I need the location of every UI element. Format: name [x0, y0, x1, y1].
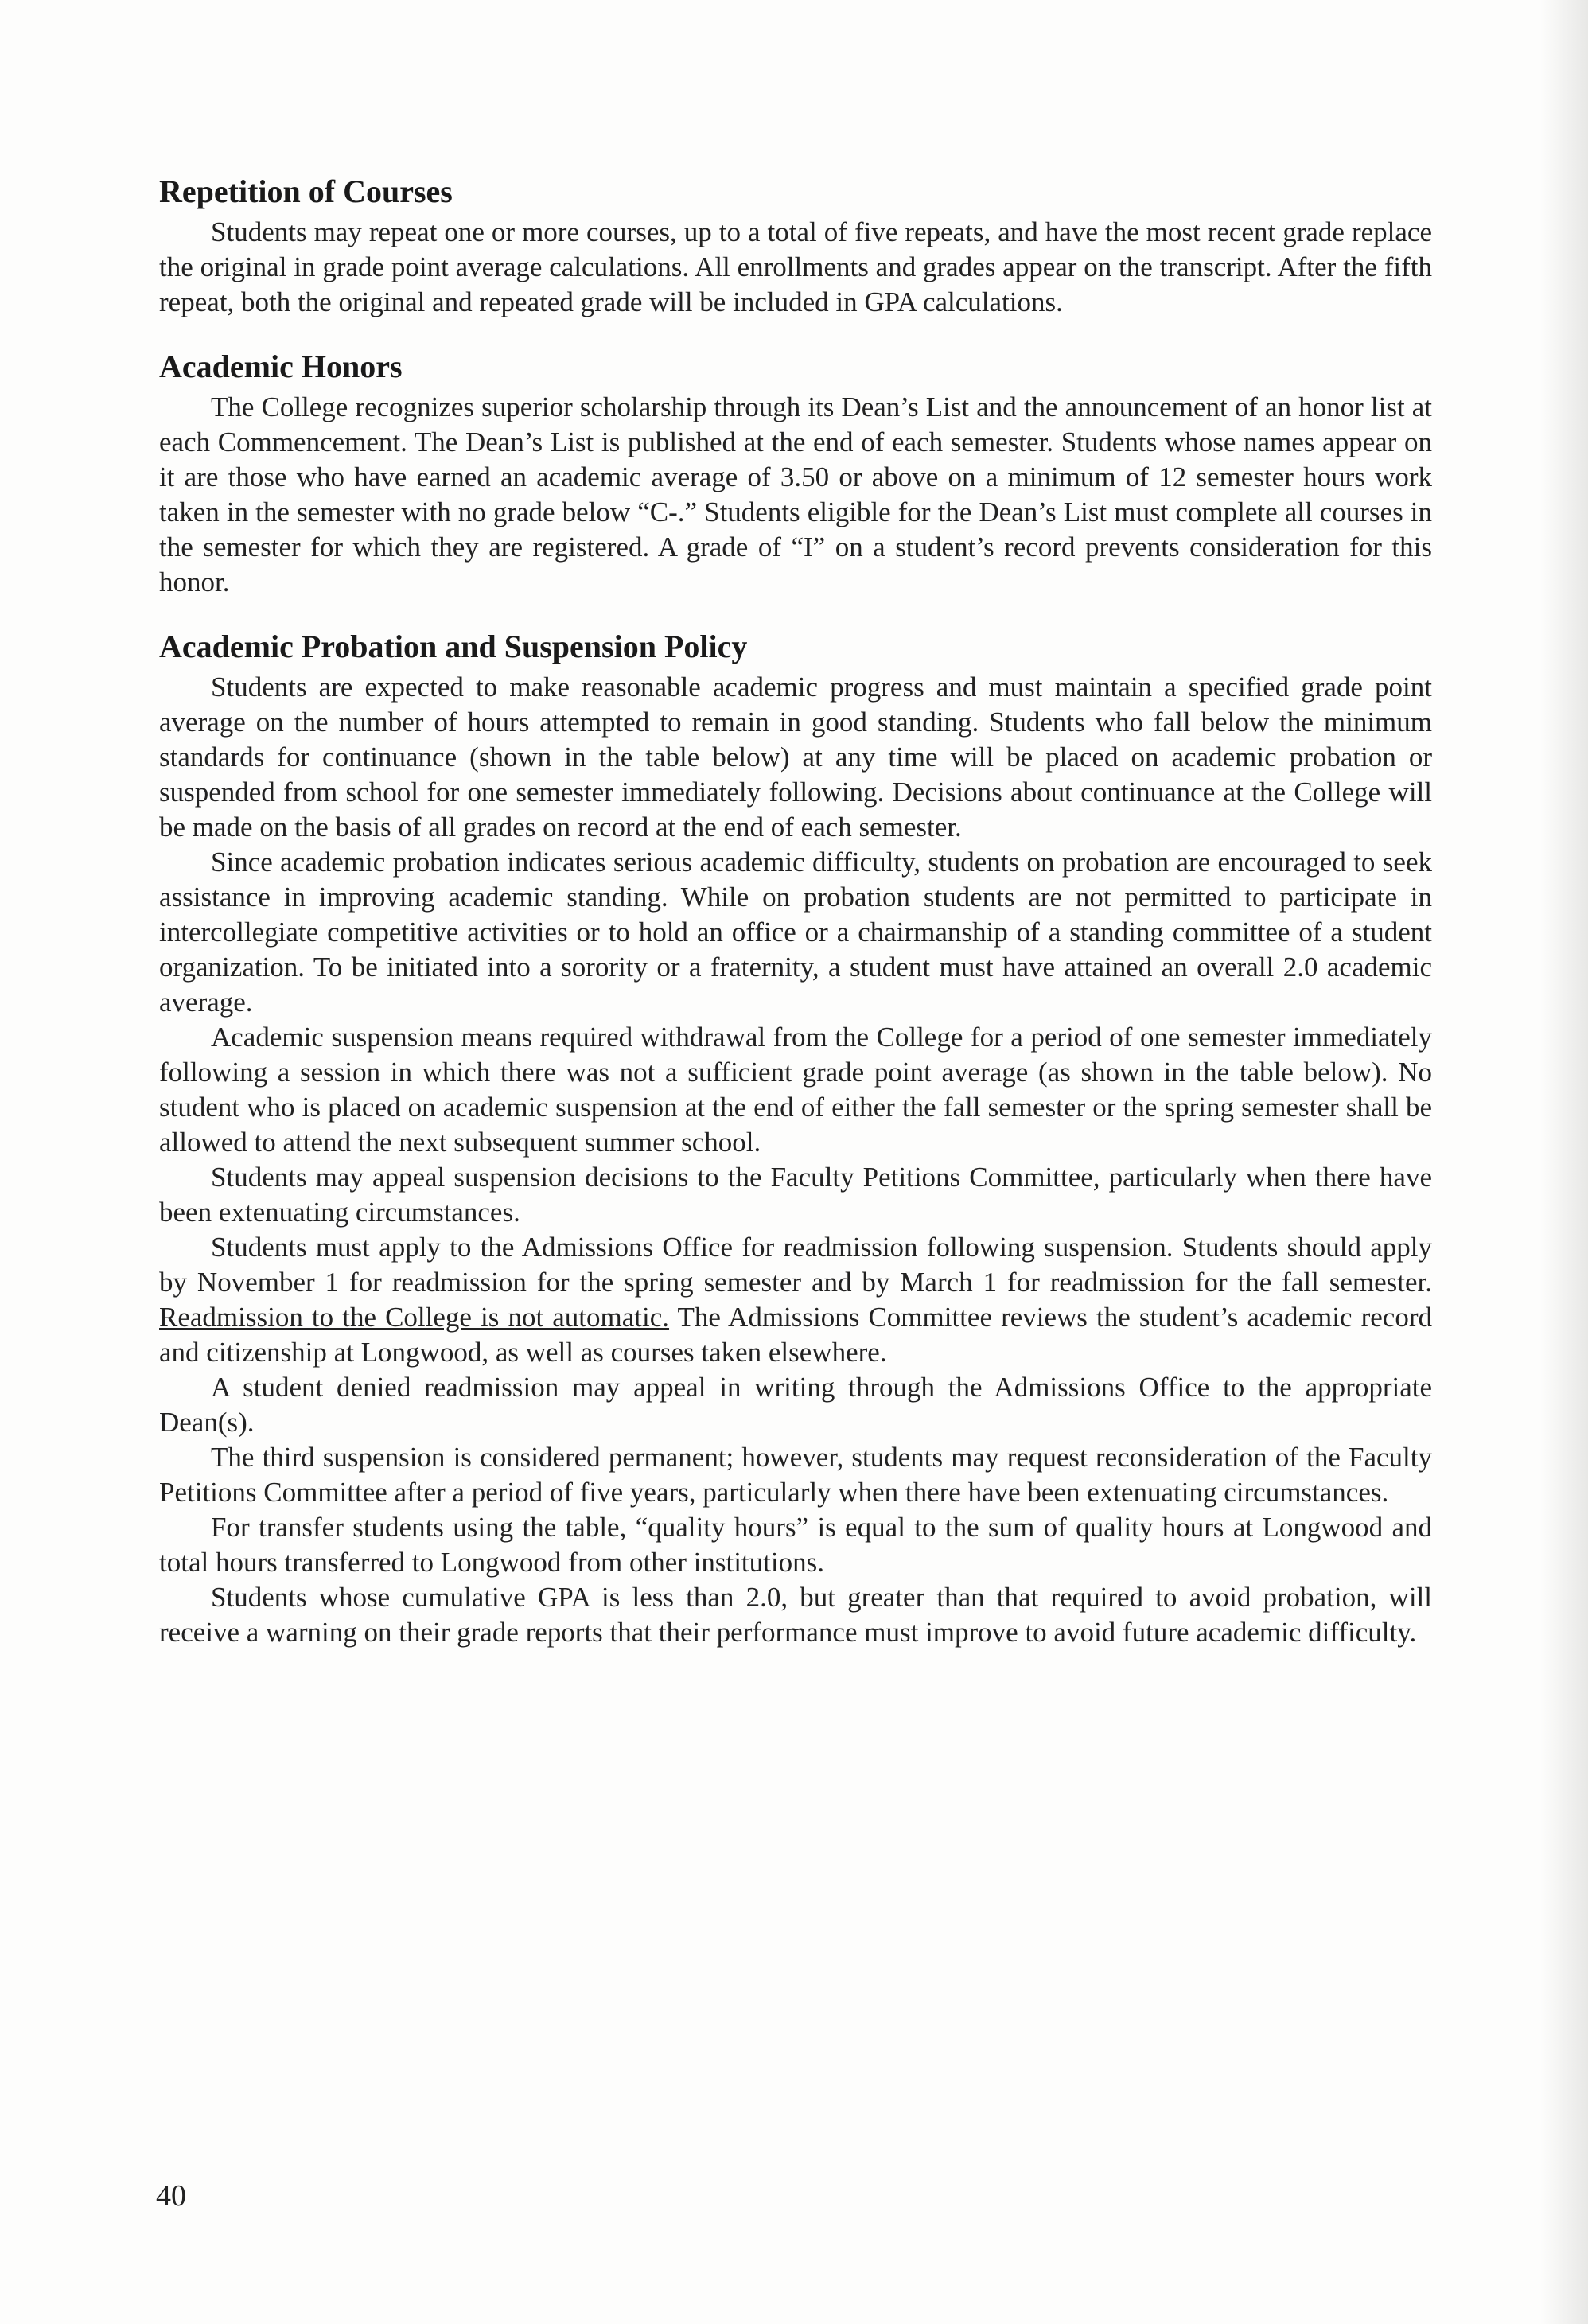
- paragraph: Since academic probation indicates serious academic difficulty, students on probation are encouraged to seek assistance in improving academic standing. While on probation students are not permitted to participate in intercollegiate competitive activities or to hold an office or a chairmanship of a standing committee of a student organization. To be initiated into a sorority or a fraternity, a student must have attained an overall 2.0 academic average.: [159, 847, 1432, 1018]
- scan-shadow-edge: [1540, 0, 1588, 2324]
- paragraph: Academic suspension means required withdrawal from the College for a period of one semester immediately following a session in which there was not a sufficient grade point average (as shown in the table below). No student who is placed on academic suspension at the end of either the fall semester or the spring semester shall be allowed to attend the next subsequent summer school.: [159, 1022, 1432, 1158]
- paragraph: The third suspension is considered permanent; however, students may request reconsideration of the Faculty Petitions Committee after a period of five years, particularly when there have been extenuating circumstances.: [159, 1442, 1432, 1508]
- section-academic-probation-and-suspension-policy: [159, 627, 1432, 1650]
- paragraph: Students may repeat one or more courses, up to a total of five repeats, and have the most recent grade replace the original in grade point average calculations. All enrollments and grades appear on the transcript. After the fifth repeat, both the original and repeated grade will be included in GPA calculations.: [159, 216, 1432, 317]
- page-number: 40: [156, 2179, 186, 2213]
- paragraph: The College recognizes superior scholarship through its Dean’s List and the announcement of an honor list at each Commencement. The Dean’s List is published at the end of each semester. Students whose names appear on it are those who have earned an academic average of 3.50 or above on a minimum of 12 semester hours work taken in the semester with no grade below “C-.” Students eligible for the Dean’s List must complete all courses in the semester for which they are registered. A grade of “I” on a student’s record prevents consideration for this honor.: [159, 391, 1432, 598]
- readmission-text-after: The Admissions Committee reviews the student’s academic record and citizenship at Longwood, as well as courses taken elsewhere.: [159, 1302, 1432, 1368]
- paragraph: For transfer students using the table, “quality hours” is equal to the sum of quality hours at Longwood and total hours transferred to Longwood from other institutions.: [159, 1512, 1432, 1578]
- section-repetition-of-courses: [159, 172, 1432, 320]
- page-content: [159, 172, 1432, 1677]
- readmission-text-before: Students must apply to the Admissions Office for readmission following suspension. Students should apply by November 1 for readmission for the spring semester and by March 1 for readmission for the fall semester.: [159, 1232, 1432, 1298]
- paragraph: Students may appeal suspension decisions to the Faculty Petitions Committee, particularly when there have been extenuating circumstances.: [159, 1162, 1432, 1228]
- paragraph: A student denied readmission may appeal in writing through the Admissions Office to the appropriate Dean(s).: [159, 1372, 1432, 1438]
- section-heading: Academic Probation and Suspension Policy: [159, 629, 748, 664]
- section-heading: Academic Honors: [159, 348, 403, 384]
- section-heading: Repetition of Courses: [159, 173, 453, 209]
- readmission-underlined-text: Readmission to the College is not automatic.: [159, 1302, 670, 1333]
- paragraph: Students are expected to make reasonable academic progress and must maintain a specified grade point average on the number of hours attempted to remain in good standing. Students who fall below the minimum standards for continuance (shown in the table below) at any time will be placed on academic probation or suspended from school for one semester immediately following. Decisions about continuance at the College will be made on the basis of all grades on record at the end of each semester.: [159, 672, 1432, 843]
- paragraph: Students whose cumulative GPA is less than 2.0, but greater than that required to avoid probation, will receive a warning on their grade reports that their performance must improve to avoid future academic difficulty.: [159, 1582, 1432, 1648]
- readmission-paragraph: [159, 1230, 1432, 1370]
- section-academic-honors: [159, 347, 1432, 600]
